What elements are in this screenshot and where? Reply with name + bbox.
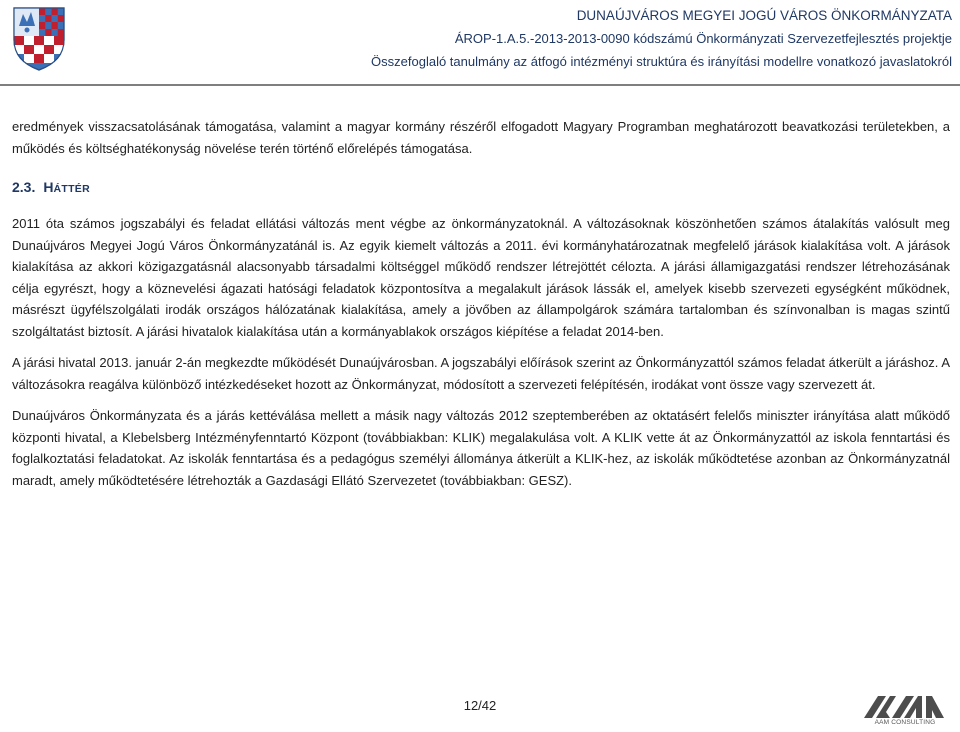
page-number: 12/42 <box>463 698 497 713</box>
logo-caption: AAM CONSULTING <box>874 719 936 726</box>
header-document-title: Összefoglaló tanulmány az átfogó intézményi struktúra és irányítási modellre vonatkozó javaslatokról <box>371 54 952 69</box>
section-title-initial: H <box>43 179 54 195</box>
header-divider <box>0 84 960 86</box>
section-title-rest: ÁTTÉR <box>53 183 90 195</box>
header-text-block <box>371 4 952 73</box>
document-body <box>12 116 950 491</box>
section-number: 2.3. <box>12 179 36 195</box>
page-header <box>0 0 960 86</box>
paragraph-jarasi-hivatal: A járási hivatal 2013. január 2-án megkezdte működését Dunaújvárosban. A jogszabályi előírások szerint az Önkormányzattól számos feladat átkerült a járáshoz. A változásokra reagálva különböző intézkedéseket hozott az Önkormányzat, módosított a szervezeti felépítésén, irodákat vont össze vagy szervezett át. <box>12 355 950 392</box>
paragraph-jogszabalyi-valtozasok: 2011 óta számos jogszabályi és feladat ellátási változás ment végbe az önkormányzatoknál. A változásoknak köszönhetően számos átalakítás valósult meg Dunaújváros Megyei Jogú Város Önkormányzatánál is. Az egyik kiemelt változás a 2011. évi kormányhatározatnak megfelelő járások kialakítása volt. A járások kialakítása az akkori közigazgatásnál alacsonyabb társadalmi költséggel működő rendszer létrejöttét célozta. A járási államigazgatási rendszer létrehozásának célja egyrészt, hogy a köznevelési ágazati hatósági feladatok központosítva a megalakult járások lássák el, amelyek kisebb szervezeti egységként működnek, másrészt ügyfélszolgálati irodák országos hálózatának kialakítása, amely a jövőben az állampolgárok számára tartalomban és színvonalban is magas szintű szolgáltatást biztosít. A járási hivatalok kialakítása után a kormányablakok országos kiépítése a feladat 2014-ben. <box>12 216 950 339</box>
paragraph-klik: Dunaújváros Önkormányzata és a járás kettéválása mellett a másik nagy változás 2012 szeptemberében az oktatásért felelős miniszter irányítása alatt működő központi hivatal, a Klebelsberg Intézményfenntartó Központ (továbbiakban: KLIK) megalakulása volt. A KLIK vette át az Önkormányzattól az iskola fenntartási és foglalkoztatási feladatokat. Az iskolák fenntartása és a pedagógus személyi állománya átkerült a KLIK-hez, az iskolák működtetése azonban az Önkormányzatnál maradt, amely működtetésére létrehozták a Gazdasági Ellátó Szervezetet (továbbiakban: GESZ). <box>12 408 950 488</box>
intro-paragraph: eredmények visszacsatolásának támogatása, valamint a magyar kormány részéről elfogadott Magyary Programban meghatározott beavatkozási területekben, a működés és költséghatékonyság növelése terén történő előrelépés támogatása. <box>12 119 950 156</box>
header-organization: DUNAÚJVÁROS MEGYEI JOGÚ VÁROS ÖNKORMÁNYZATA <box>576 8 952 23</box>
header-project-code: ÁROP-1.A.5.-2013-2013-0090 kódszámú Önkormányzati Szervezetfejlesztés projektje <box>454 31 952 46</box>
section-heading <box>12 177 950 199</box>
coat-of-arms-icon <box>10 2 68 72</box>
